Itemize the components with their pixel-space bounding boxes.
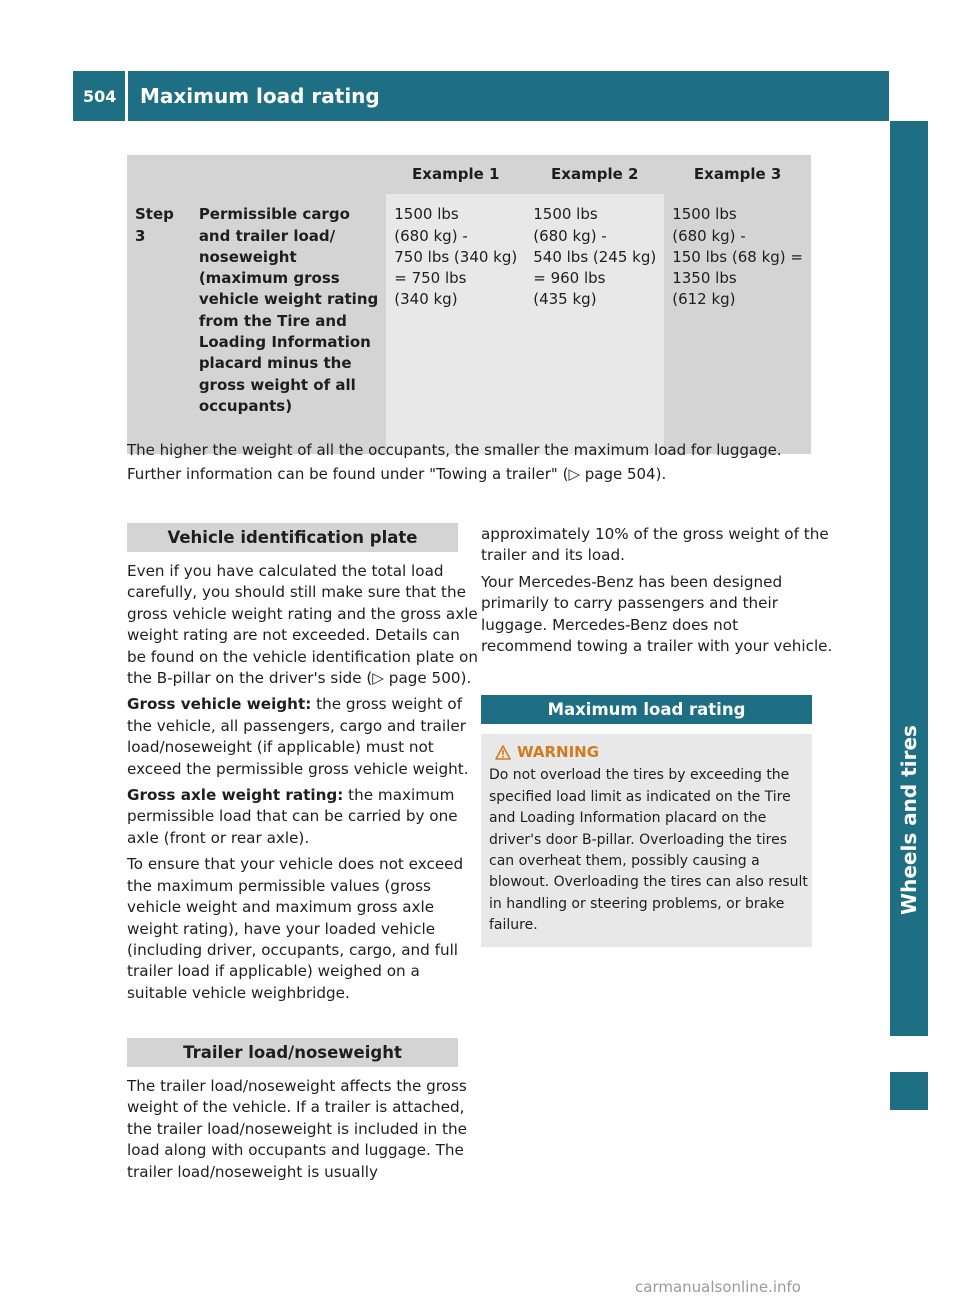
step-cell: Step 3 xyxy=(127,194,191,454)
warning-line: and Loading Information placard on the xyxy=(489,810,767,827)
text-line: load/noseweight (if applicable) must not xyxy=(127,738,434,757)
text-line: the maximum permissible values (gross xyxy=(127,876,431,895)
warning-title xyxy=(489,742,804,763)
watermark: carmanualsonline.info xyxy=(635,1278,801,1296)
side-tab-label-box xyxy=(892,620,926,1020)
text-line: exceed the permissible gross vehicle weight. xyxy=(127,759,469,778)
example-3-line: 1500 lbs xyxy=(672,205,737,224)
table-header-example-1: Example 1 xyxy=(386,155,525,194)
example-2-cell xyxy=(525,194,664,454)
example-1-line: 750 lbs (340 kg) xyxy=(394,247,518,266)
table-header-row xyxy=(127,155,811,194)
gvw-label: Gross vehicle weight: xyxy=(127,695,312,714)
example-3-line: (612 kg) xyxy=(672,290,736,309)
warning-box xyxy=(481,734,812,947)
right-column xyxy=(481,524,833,662)
description-line: occupants) xyxy=(198,396,293,415)
example-2-line: (680 kg) - xyxy=(533,226,607,245)
text-line: load along with occupants and luggage. The xyxy=(127,1141,464,1160)
text-line: The trailer load/noseweight affects the gross xyxy=(127,1077,467,1095)
table-header-cell xyxy=(127,155,191,194)
intro-line-1: The higher the weight of all the occupants, the smaller the maximum load for luggage. xyxy=(127,441,782,459)
description-line: gross weight of all xyxy=(198,375,356,394)
warning-triangle-icon xyxy=(495,745,511,760)
description-line: Permissible cargo xyxy=(198,205,350,224)
text-line: trailer load/noseweight is usually xyxy=(127,1162,379,1181)
table-header-example-3: Example 3 xyxy=(664,155,811,194)
text-line: (including driver, occupants, cargo, and full xyxy=(127,940,459,959)
warning-line: in handling or steering problems, or brake xyxy=(489,895,785,912)
trailer-paragraph xyxy=(127,1076,467,1183)
gross-axle-weight-paragraph xyxy=(127,785,458,849)
vehicle-plate-paragraph xyxy=(127,561,478,689)
description-line: vehicle weight rating xyxy=(198,290,379,309)
side-tab-label: Wheels and tires xyxy=(897,725,921,915)
page-number: 504 xyxy=(83,86,117,106)
text-line: weight rating are not exceeded. Details can xyxy=(127,626,460,645)
warning-line: driver's door B-pillar. Overloading the tires xyxy=(489,831,788,848)
description-line: Loading Information xyxy=(198,333,371,352)
text-line: suitable vehicle weighbridge. xyxy=(127,983,350,1002)
example-1-line: 1500 lbs xyxy=(394,205,459,224)
example-1-cell xyxy=(386,194,525,454)
example-2-line: 1500 lbs xyxy=(533,205,598,224)
text-line: be found on the vehicle identification plate on xyxy=(127,647,478,666)
example-3-line: 150 lbs (68 kg) = xyxy=(672,247,803,266)
text-line: weight of the vehicle. If a trailer is attached, xyxy=(127,1098,465,1117)
gaw-first: the maximum xyxy=(343,786,455,805)
section-heading-max-load: Maximum load rating xyxy=(481,695,812,724)
description-cell xyxy=(191,194,386,454)
warning-line: blowout. Overloading the tires can also result xyxy=(489,874,808,891)
text-line: carefully, you should still make sure that the xyxy=(127,583,466,602)
warning-line: failure. xyxy=(489,917,538,934)
table-row xyxy=(127,194,811,454)
warning-line: can overheat them, possibly causing a xyxy=(489,853,760,870)
gaw-label: Gross axle weight rating: xyxy=(127,786,344,805)
description-line: (maximum gross xyxy=(198,269,340,288)
text-line: trailer and its load. xyxy=(481,546,625,565)
description-line: noseweight xyxy=(198,247,297,266)
left-column xyxy=(127,523,478,1009)
gross-vehicle-weight-paragraph xyxy=(127,694,469,780)
example-1-line: (340 kg) xyxy=(394,290,458,309)
text-line: axle (front or rear axle). xyxy=(127,828,310,847)
weighbridge-paragraph xyxy=(127,854,464,1004)
description-line: and trailer load/ xyxy=(198,226,336,245)
example-3-line: 1350 lbs xyxy=(672,269,737,288)
warning-line: specified load limit as indicated on the Tire xyxy=(489,788,791,805)
text-line: weight rating), have your loaded vehicle xyxy=(127,919,436,938)
text-line: approximately 10% of the gross weight of the xyxy=(481,525,829,543)
example-1-line: = 750 lbs xyxy=(394,269,467,288)
text-line: luggage. Mercedes-Benz does not xyxy=(481,615,739,634)
description-line: from the Tire and xyxy=(198,311,347,330)
text-line xyxy=(127,694,463,715)
intro-line-2: Further information can be found under "Towing a trailer" (▷ page 504). xyxy=(127,465,667,483)
text-line: trailer load if applicable) weighed on a xyxy=(127,962,420,981)
example-2-line: = 960 lbs xyxy=(533,269,606,288)
text-line: primarily to carry passengers and their xyxy=(481,594,778,613)
page-title: Maximum load rating xyxy=(140,84,380,108)
text-line: gross vehicle weight rating and the gross axle xyxy=(127,604,478,623)
example-2-line: 540 lbs (245 kg) xyxy=(533,247,657,266)
towing-recommendation-paragraph xyxy=(481,572,833,658)
text-line: Your Mercedes-Benz has been designed xyxy=(481,572,783,591)
text-line: recommend towing a trailer with your vehicle. xyxy=(481,637,833,656)
section-heading-vehicle-plate: Vehicle identification plate xyxy=(127,523,458,552)
text-line: vehicle weight and maximum gross axle xyxy=(127,898,435,917)
text-line: the B-pillar on the driver's side (▷ page 500). xyxy=(127,669,472,688)
gvw-first: the gross weight of xyxy=(311,695,463,714)
load-example-table xyxy=(127,155,811,454)
example-3-cell xyxy=(664,194,811,454)
text-line: Even if you have calculated the total load xyxy=(127,562,444,580)
text-line: the vehicle, all passengers, cargo and trailer xyxy=(127,716,466,735)
text-line: the trailer load/noseweight is included in the xyxy=(127,1119,467,1138)
text-line: To ensure that your vehicle does not exceed xyxy=(127,855,464,874)
max-load-section xyxy=(481,695,812,947)
page-header xyxy=(73,71,889,121)
side-tab-marker xyxy=(890,1072,928,1110)
text-line xyxy=(127,785,458,806)
table-header-cell xyxy=(191,155,386,194)
table-header-example-2: Example 2 xyxy=(525,155,664,194)
description-line: placard minus the xyxy=(198,354,352,373)
section-heading-trailer: Trailer load/noseweight xyxy=(127,1038,458,1067)
trailer-section xyxy=(127,1038,467,1188)
warning-line: Do not overload the tires by exceeding the xyxy=(489,767,790,784)
example-3-line: (680 kg) - xyxy=(672,226,746,245)
warning-title-text: WARNING xyxy=(517,743,600,761)
text-line: permissible load that can be carried by one xyxy=(127,807,458,826)
trailer-continued-paragraph xyxy=(481,524,829,567)
example-2-line: (435 kg) xyxy=(533,290,597,309)
example-1-line: (680 kg) - xyxy=(394,226,468,245)
